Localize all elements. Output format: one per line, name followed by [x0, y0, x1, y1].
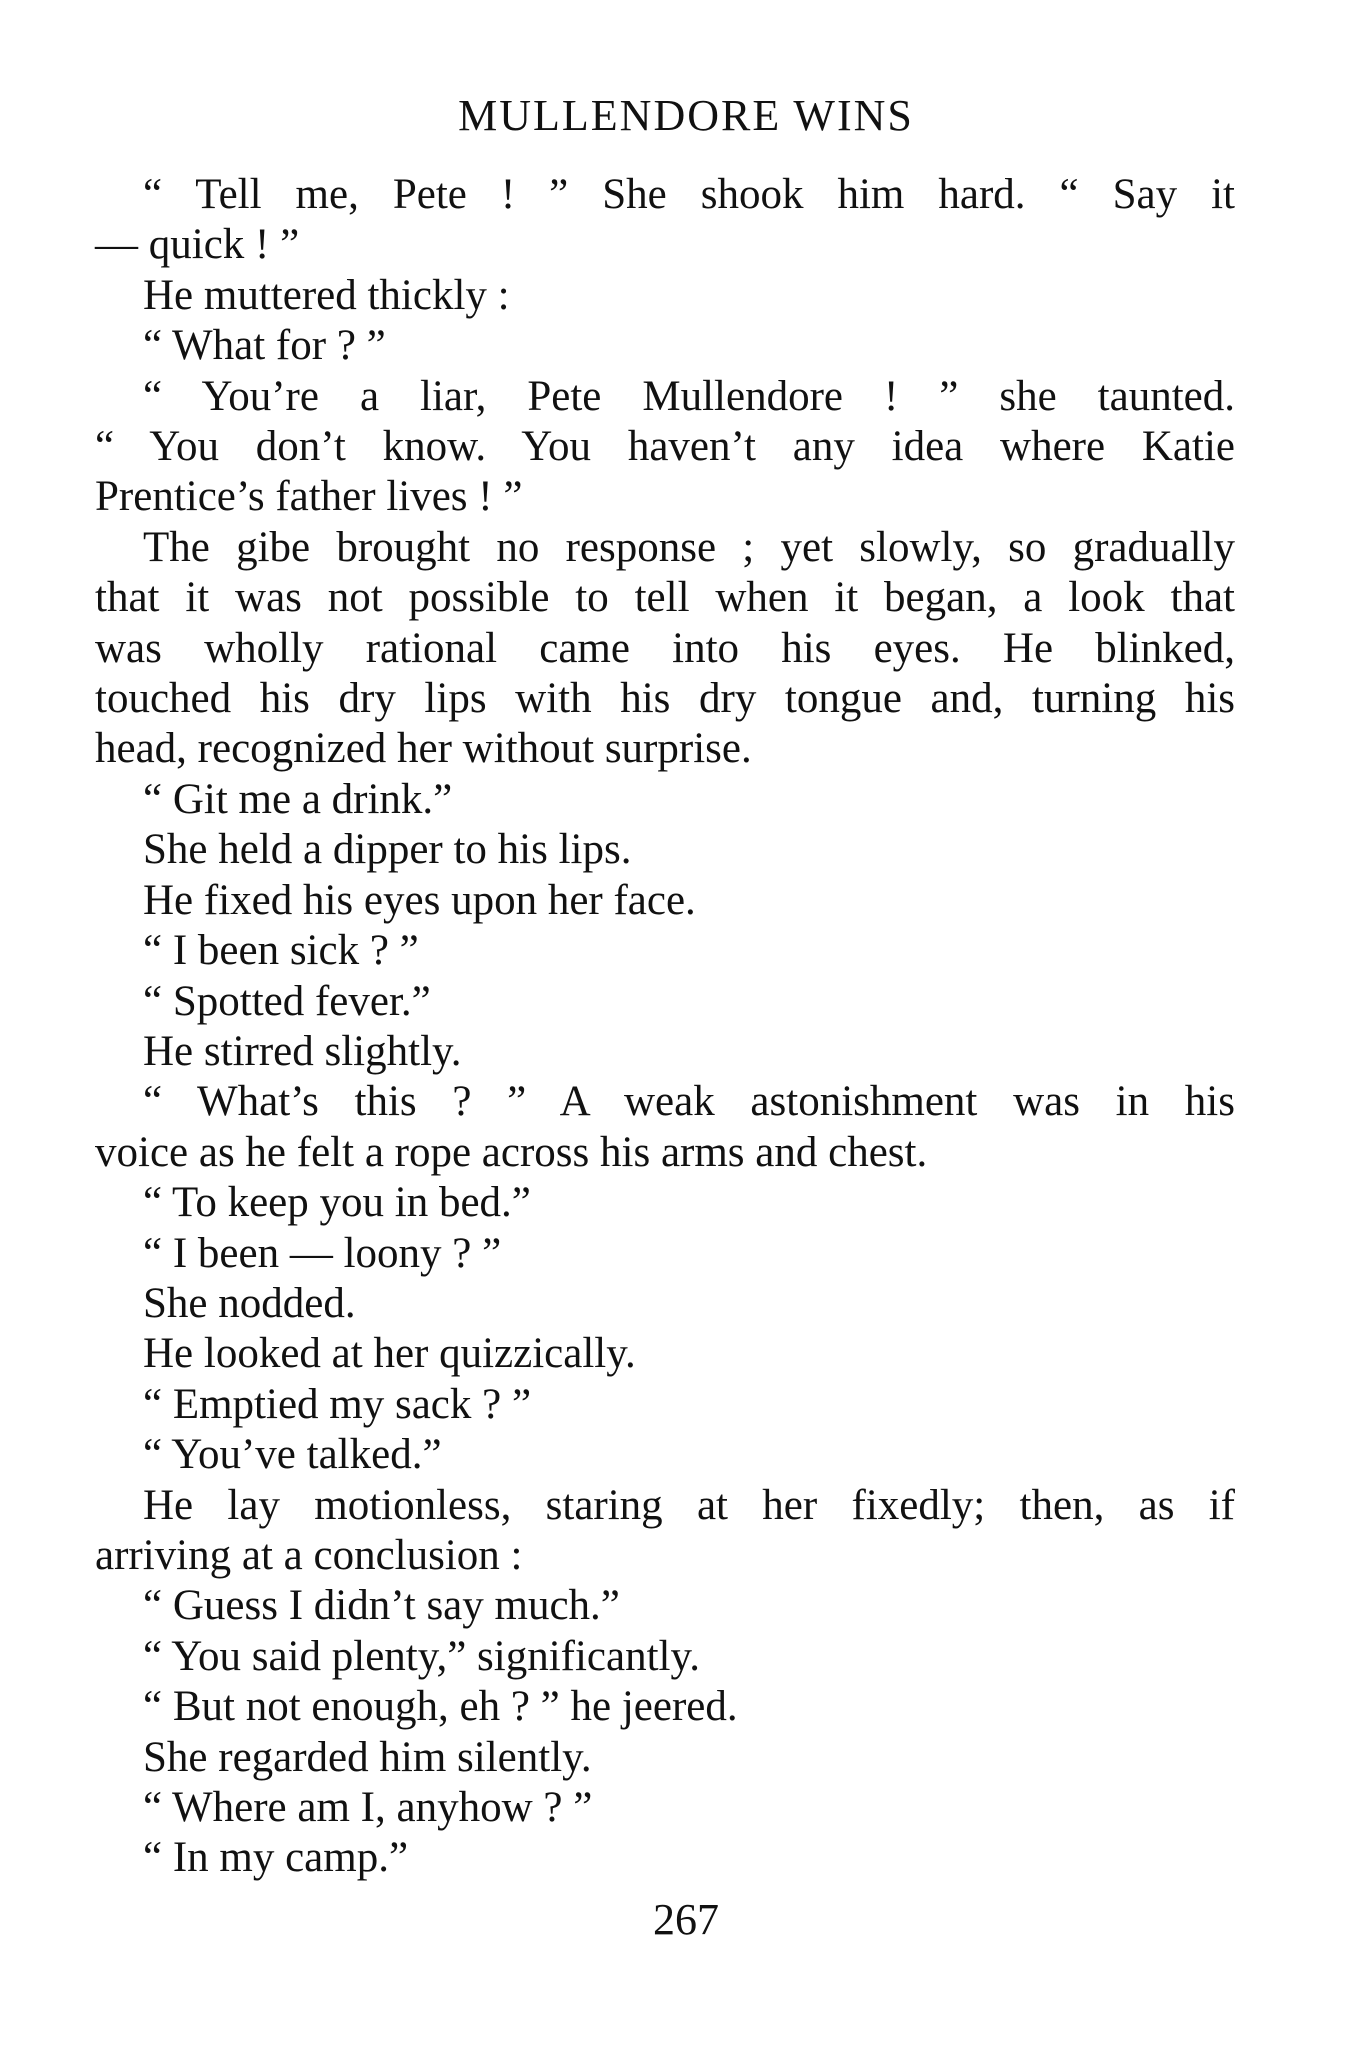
text-line: “ You’ve talked.”	[143, 1431, 442, 1479]
page-number: 267	[653, 1895, 719, 1944]
text-line: “ To keep you in bed.”	[143, 1179, 531, 1227]
text-line: that it was not possible to tell when it began, a look that	[95, 574, 1235, 622]
text-line: “ Tell me, Pete ! ” She shook him hard. “ Say it	[143, 171, 1235, 218]
text-line: He lay motionless, staring at her fixedly; then, as if	[143, 1481, 1235, 1529]
text-line: “ Emptied my sack ? ”	[143, 1380, 532, 1428]
text-line: “ Spotted fever.”	[143, 977, 431, 1025]
text-line: “ But not enough, eh ? ” he jeered.	[143, 1683, 738, 1731]
text-line: “ You said plenty,” significantly.	[143, 1632, 700, 1680]
text-line: was wholly rational came into his eyes. He blinked,	[95, 624, 1235, 672]
text-line: “ I been sick ? ”	[143, 927, 419, 975]
text-line: “ What for ? ”	[143, 322, 386, 370]
text-line: “ Where am I, anyhow ? ”	[143, 1784, 593, 1831]
body-text	[95, 170, 1235, 1884]
text-line: He muttered thickly :	[143, 271, 510, 319]
text-line: head, recognized her without surprise.	[95, 725, 752, 773]
text-line: voice as he felt a rope across his arms and chest.	[95, 1128, 928, 1176]
text-line: He looked at her quizzically.	[143, 1330, 636, 1378]
text-line: “ Git me a drink.”	[143, 775, 453, 823]
text-line: He fixed his eyes upon her face.	[143, 876, 696, 924]
text-line: — quick ! ”	[95, 221, 300, 269]
text-line: She held a dipper to his lips.	[143, 826, 632, 874]
text-line: She nodded.	[143, 1279, 356, 1327]
text-line: “ I been — loony ? ”	[143, 1229, 502, 1277]
text-line: Prentice’s father lives ! ”	[95, 473, 523, 521]
text-line: She regarded him silently.	[143, 1733, 592, 1781]
text-line: “ You don’t know. You haven’t any idea where Katie	[95, 423, 1235, 471]
text-line: arriving at a conclusion :	[95, 1531, 523, 1579]
running-head: MULLENDORE WINS	[458, 91, 914, 140]
text-line: touched his dry lips with his dry tongue and, turning his	[95, 675, 1235, 723]
text-line: He stirred slightly.	[143, 1027, 462, 1075]
text-line: “ Guess I didn’t say much.”	[143, 1582, 620, 1630]
text-line: “ In my camp.”	[143, 1834, 409, 1882]
text-line: “ You’re a liar, Pete Mullendore ! ” she taunted.	[143, 372, 1235, 420]
text-line: The gibe brought no response ; yet slowly, so gradually	[143, 523, 1235, 571]
text-line: “ What’s this ? ” A weak astonishment was in his	[143, 1078, 1235, 1126]
